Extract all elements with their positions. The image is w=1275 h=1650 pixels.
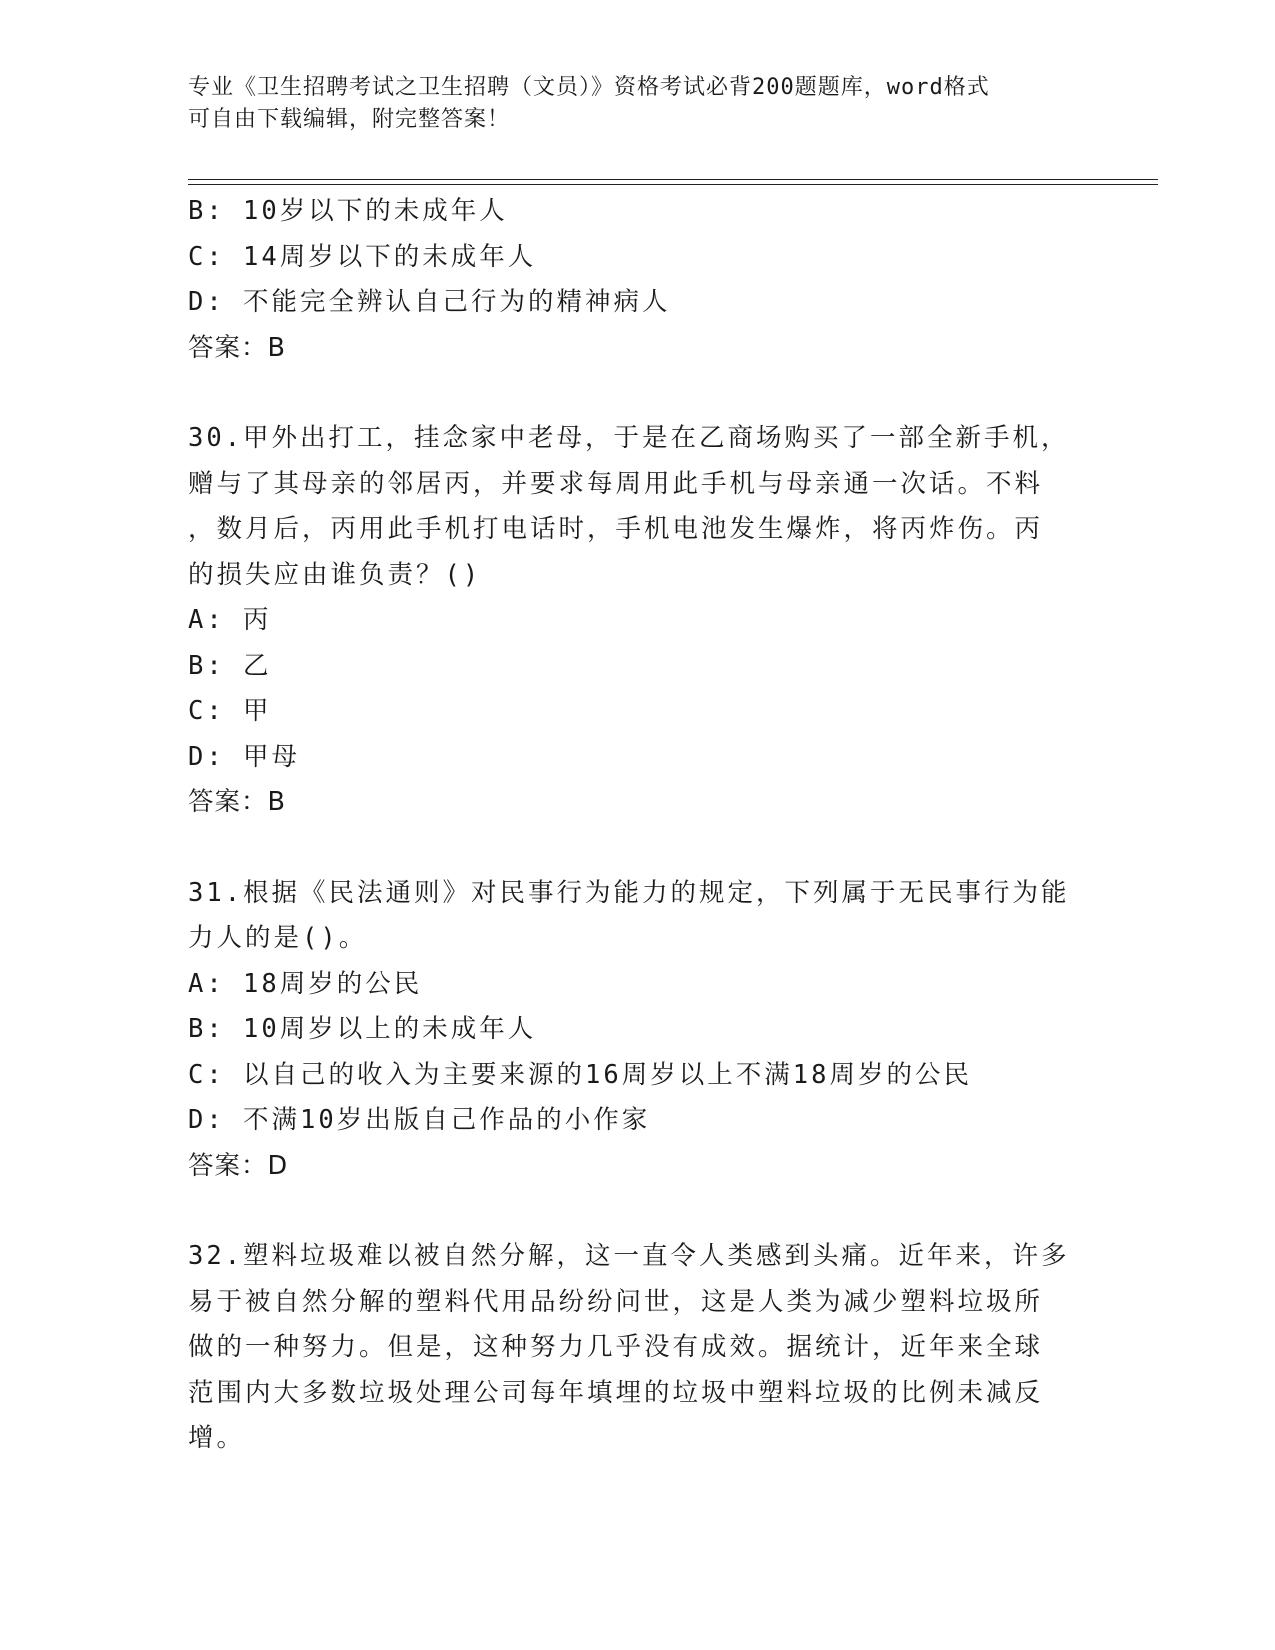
q31-option-d: D: 不满10岁出版自己作品的小作家 — [188, 1105, 651, 1135]
q29-option-c: C: 14周岁以下的未成年人 — [188, 241, 537, 272]
q31-answer: 答案：D — [188, 1150, 289, 1181]
q31-option-a: A: 18周岁的公民 — [188, 968, 423, 999]
q30-option-b: B: 乙 — [188, 650, 272, 681]
header-title-line-2: 可自由下载编辑，附完整答案！ — [188, 107, 511, 132]
q31-option-c: C: 以自己的收入为主要来源的16周岁以上不满18周岁的公民 — [188, 1059, 972, 1090]
q30-stem-line-1: 30.甲外出打工，挂念家中老母，于是在乙商场购买了一部全新手机， — [188, 423, 1070, 453]
header-title-line-1: 专业《卫生招聘考试之卫生招聘（文员）》资格考试必背200题题库，word格式 — [188, 75, 990, 100]
q32-stem-line-5: 增。 — [188, 1423, 246, 1453]
q32-stem-line-2: 易于被自然分解的塑料代用品纷纷问世，这是人类为减少塑料垃圾所 — [188, 1286, 1044, 1317]
q30-stem-line-2: 赠与了其母亲的邻居丙，并要求每周用此手机与母亲通一次话。不料 — [188, 468, 1044, 499]
q31-stem-line-1: 31.根据《民法通则》对民事行为能力的规定，下列属于无民事行为能 — [188, 877, 1070, 908]
q29-answer: 答案：B — [188, 332, 286, 363]
header-divider-bottom — [188, 184, 1158, 185]
q30-option-c: C: 甲 — [188, 696, 272, 726]
q30-answer: 答案：B — [188, 787, 286, 817]
document-header — [188, 72, 1088, 136]
question-29-tail — [188, 189, 1088, 371]
q32-stem-line-1: 32.塑料垃圾难以被自然分解，这一直令人类感到头痛。近年来，许多 — [188, 1241, 1070, 1271]
q30-option-a: A: 丙 — [188, 605, 272, 635]
q30-stem-line-3: ，数月后，丙用此手机打电话时，手机电池发生爆炸，将丙炸伤。丙 — [188, 514, 1044, 544]
question-30 — [188, 416, 1088, 826]
spacer — [188, 826, 1088, 871]
header-divider-top — [188, 179, 1158, 180]
q31-option-b: B: 10周岁以上的未成年人 — [188, 1014, 537, 1044]
question-list — [188, 189, 1088, 1462]
q30-option-d: D: 甲母 — [188, 741, 301, 772]
q30-stem-line-4: 的损失应由谁负责？() — [188, 559, 482, 590]
spacer — [188, 1189, 1088, 1234]
question-32 — [188, 1234, 1088, 1462]
q31-stem-line-2: 力人的是()。 — [188, 923, 368, 953]
q32-stem-line-3: 做的一种努力。但是，这种努力几乎没有成效。据统计，近年来全球 — [188, 1332, 1044, 1362]
spacer — [188, 371, 1088, 416]
q29-option-d: D: 不能完全辨认自己行为的精神病人 — [188, 287, 671, 317]
question-31 — [188, 871, 1088, 1190]
q32-stem-line-4: 范围内大多数垃圾处理公司每年填埋的垃圾中塑料垃圾的比例未减反 — [188, 1377, 1044, 1408]
q29-option-b: B: 10岁以下的未成年人 — [188, 196, 508, 226]
